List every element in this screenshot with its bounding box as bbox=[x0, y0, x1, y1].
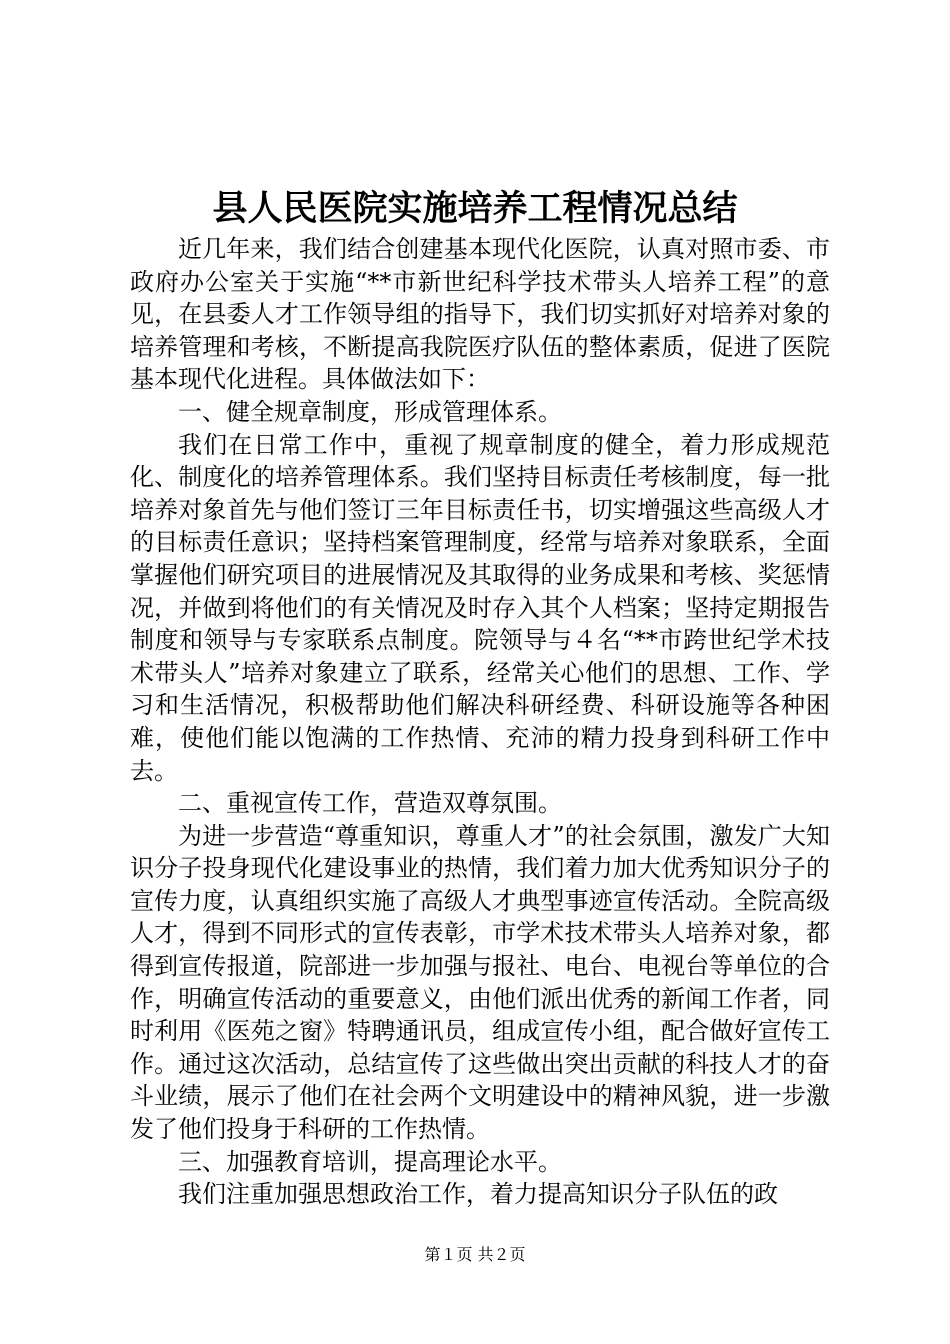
section-heading-1: 一、健全规章制度，形成管理体系。 bbox=[178, 397, 562, 426]
page-footer: 第１页 共２页 bbox=[424, 1245, 526, 1264]
paragraph-section-1: 我们在日常工作中，重视了规章制度的健全，着力形成规范化、制度化的培养管理体系。我们坚持目标责任考核制度，每一批培养对象首先与他们签订三年目标责任书，切实增强这些高级人才的目标责任意识；坚持档案管理制度，经常与培养对象联系，全面掌握他们研究项目的进展情况及其取得的业务成果和考核、奖惩情况，并做到将他们的有关情况及时存入其个人档案；坚持定期报告制度和领导与专家联系点制度。院领导与４名“**市跨世纪学术技术带头人”培养对象建立了联系，经常关心他们的思想、工作、学习和生活情况，积极帮助他们解决科研经费、科研设施等各种困难，使他们能以饱满的工作热情、充沛的精力投身到科研工作中去。 bbox=[130, 430, 830, 785]
paragraph-section-3: 我们注重加强思想政治工作，着力提高知识分子队伍的政 bbox=[178, 1180, 778, 1209]
document-body bbox=[130, 233, 830, 1211]
section-heading-3: 三、加强教育培训，提高理论水平。 bbox=[178, 1147, 562, 1176]
paragraph-intro: 近几年来，我们结合创建基本现代化医院，认真对照市委、市政府办公室关于实施“**市新世纪科学技术带头人培养工程”的意见，在县委人才工作领导组的指导下，我们切实抓好对培养对象的培养管理和考核，不断提高我院医疗队伍的整体素质，促进了医院基本现代化进程。具体做法如下： bbox=[130, 235, 830, 394]
section-heading-2: 二、重视宣传工作，营造双尊氛围。 bbox=[178, 789, 562, 818]
paragraph-section-2: 为进一步营造“尊重知识，尊重人才”的社会氛围，激发广大知识分子投身现代化建设事业的热情，我们着力加大优秀知识分子的宣传力度，认真组织实施了高级人才典型事迹宣传活动。全院高级人才，得到不同形式的宣传表彰，市学术技术带头人培养对象，都得到宣传报道，院部进一步加强与报社、电台、电视台等单位的合作，明确宣传活动的重要意义，由他们派出优秀的新闻工作者，同时利用《医苑之窗》特聘通讯员，组成宣传小组，配合做好宣传工作。通过这次活动，总结宣传了这些做出突出贡献的科技人才的奋斗业绩，展示了他们在社会两个文明建设中的精神风貌，进一步激发了他们投身于科研的工作热情。 bbox=[130, 821, 830, 1144]
document-title: 县人民医院实施培养工程情况总结 bbox=[212, 188, 738, 229]
